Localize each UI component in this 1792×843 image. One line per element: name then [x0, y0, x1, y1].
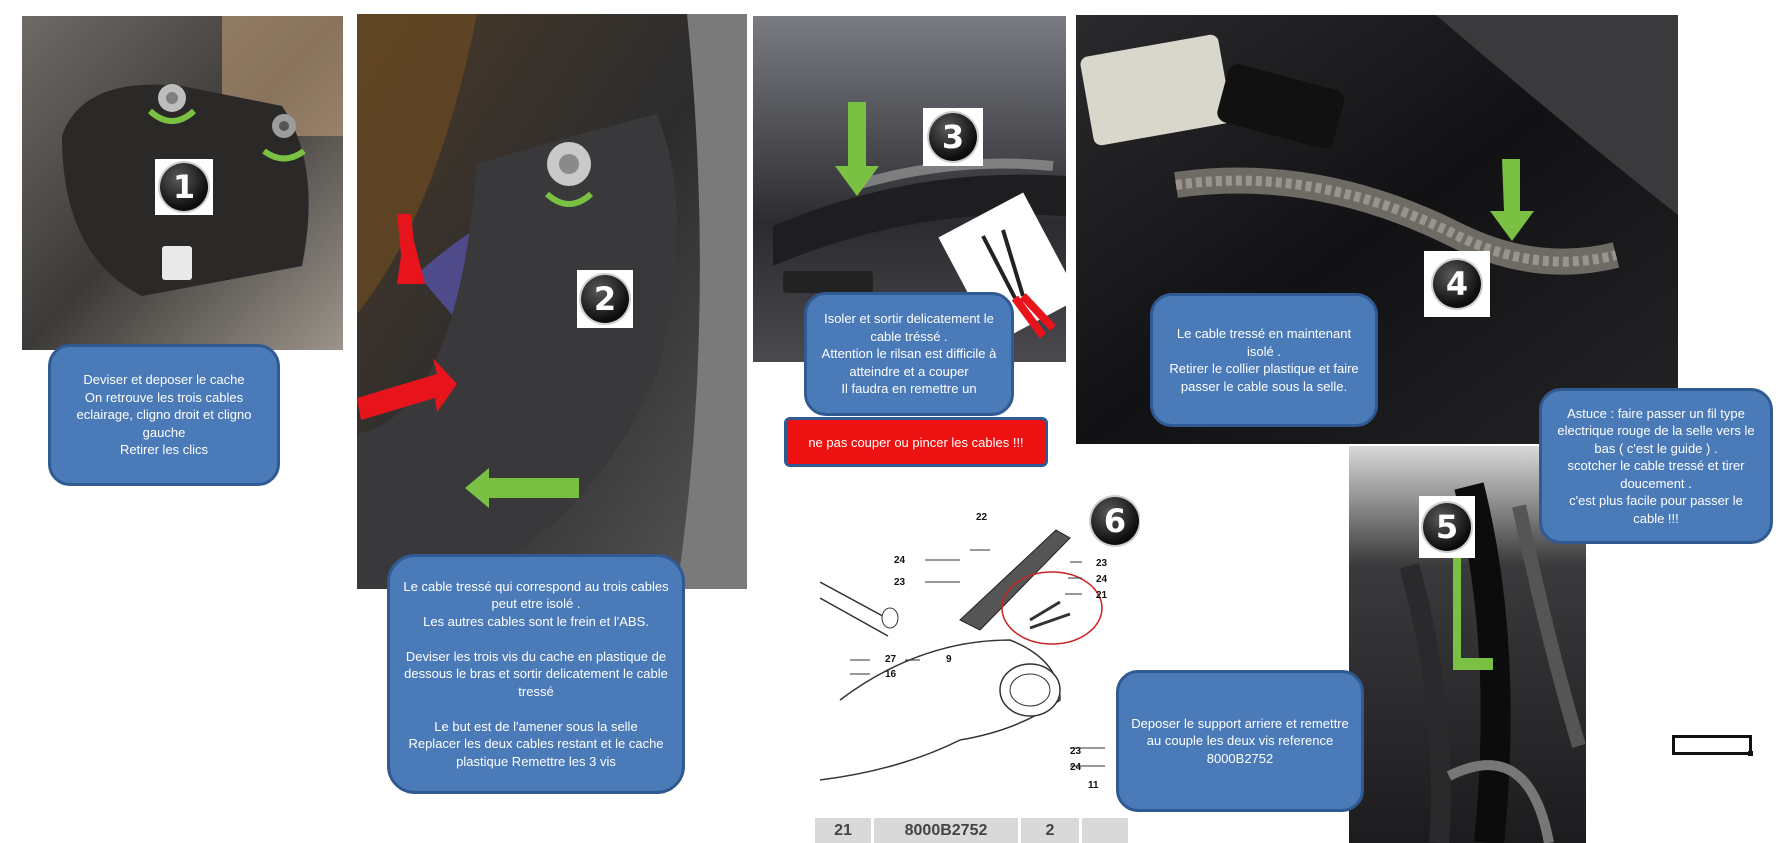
- step-1-note: [48, 344, 280, 486]
- step-5-text: Astuce : faire passer un fil type electrique rouge de la selle vers le bas ( c'est le guide ) . scotcher le cable tressé et tirer doucement . c'est plus facile pour passer le cable !!!: [1557, 405, 1755, 526]
- warning-banner: [784, 417, 1048, 467]
- step-6-text: Deposer le support arriere et remettre au couple les deux vis reference 8000B2752: [1131, 715, 1349, 766]
- step-2-text: Le cable tressé qui correspond au trois cables peut etre isolé . Les autres cables sont le frein et l'ABS. Deviser les trois vis du cache en plastique de dessous le bras et sortir delicatement le cable tressé Le but est de l'amener sous la selle Replacer les deux cables restant et le cache plastique Remettre les 3 vis: [403, 578, 669, 769]
- callout-9: 9: [946, 654, 952, 665]
- callout-23-a: 23: [894, 577, 906, 588]
- step-5-number: 5: [1423, 503, 1471, 551]
- empty-rectangle: [1672, 735, 1752, 755]
- step-2-badge: [577, 270, 633, 328]
- step-5-note: [1539, 388, 1773, 544]
- ref-cell-item: 21: [815, 818, 871, 843]
- step-4-number: 4: [1433, 260, 1481, 308]
- callout-23-c: 23: [1070, 746, 1082, 757]
- callout-23-b: 23: [1096, 558, 1108, 569]
- step-3-text: Isoler et sortir delicatement le cable tréssé . Attention le rilsan est difficile à atteindre et a couper Il faudra en remettre un: [821, 311, 997, 397]
- step-1-text: Deviser et deposer le cache On retrouve les trois cables eclairage, cligno droit et cligno gauche Retirer les clics: [76, 372, 252, 458]
- step-4-badge: [1424, 251, 1490, 317]
- step-6-number: 6: [1091, 497, 1139, 545]
- callout-24-c: 24: [1070, 762, 1082, 773]
- callout-16: 16: [885, 669, 897, 680]
- parts-diagram: [820, 490, 1140, 790]
- step-1-badge: [155, 159, 213, 215]
- ref-cell-empty: [1082, 818, 1128, 843]
- callout-11: 11: [1088, 780, 1099, 790]
- photo-step-1: [22, 16, 343, 350]
- callout-24-b: 24: [1096, 574, 1108, 585]
- photo-step-2: [357, 14, 747, 589]
- step-6-badge: [1090, 496, 1140, 546]
- callout-24-a: 24: [894, 555, 906, 566]
- warning-text: ne pas couper ou pincer les cables !!!: [808, 434, 1024, 450]
- step-6-note: [1116, 670, 1364, 812]
- step-2-number: 2: [581, 275, 629, 323]
- step-3-badge: [923, 108, 983, 166]
- callout-27: 27: [885, 654, 897, 665]
- step-2-note: [387, 554, 685, 794]
- step-5-badge: [1419, 496, 1475, 558]
- ref-cell-part-number: 8000B2752: [874, 818, 1018, 843]
- ref-cell-quantity: 2: [1021, 818, 1079, 843]
- step-4-note: [1150, 293, 1378, 427]
- callout-21: 21: [1096, 590, 1108, 601]
- step-3-note: [804, 292, 1014, 416]
- reference-table: [815, 818, 1128, 843]
- step-1-number: 1: [160, 163, 208, 211]
- step-3-number: 3: [929, 113, 977, 161]
- callout-22: 22: [976, 512, 988, 523]
- step-4-text: Le cable tressé en maintenant isolé . Retirer le collier plastique et faire passer le cable sous la selle.: [1169, 326, 1359, 394]
